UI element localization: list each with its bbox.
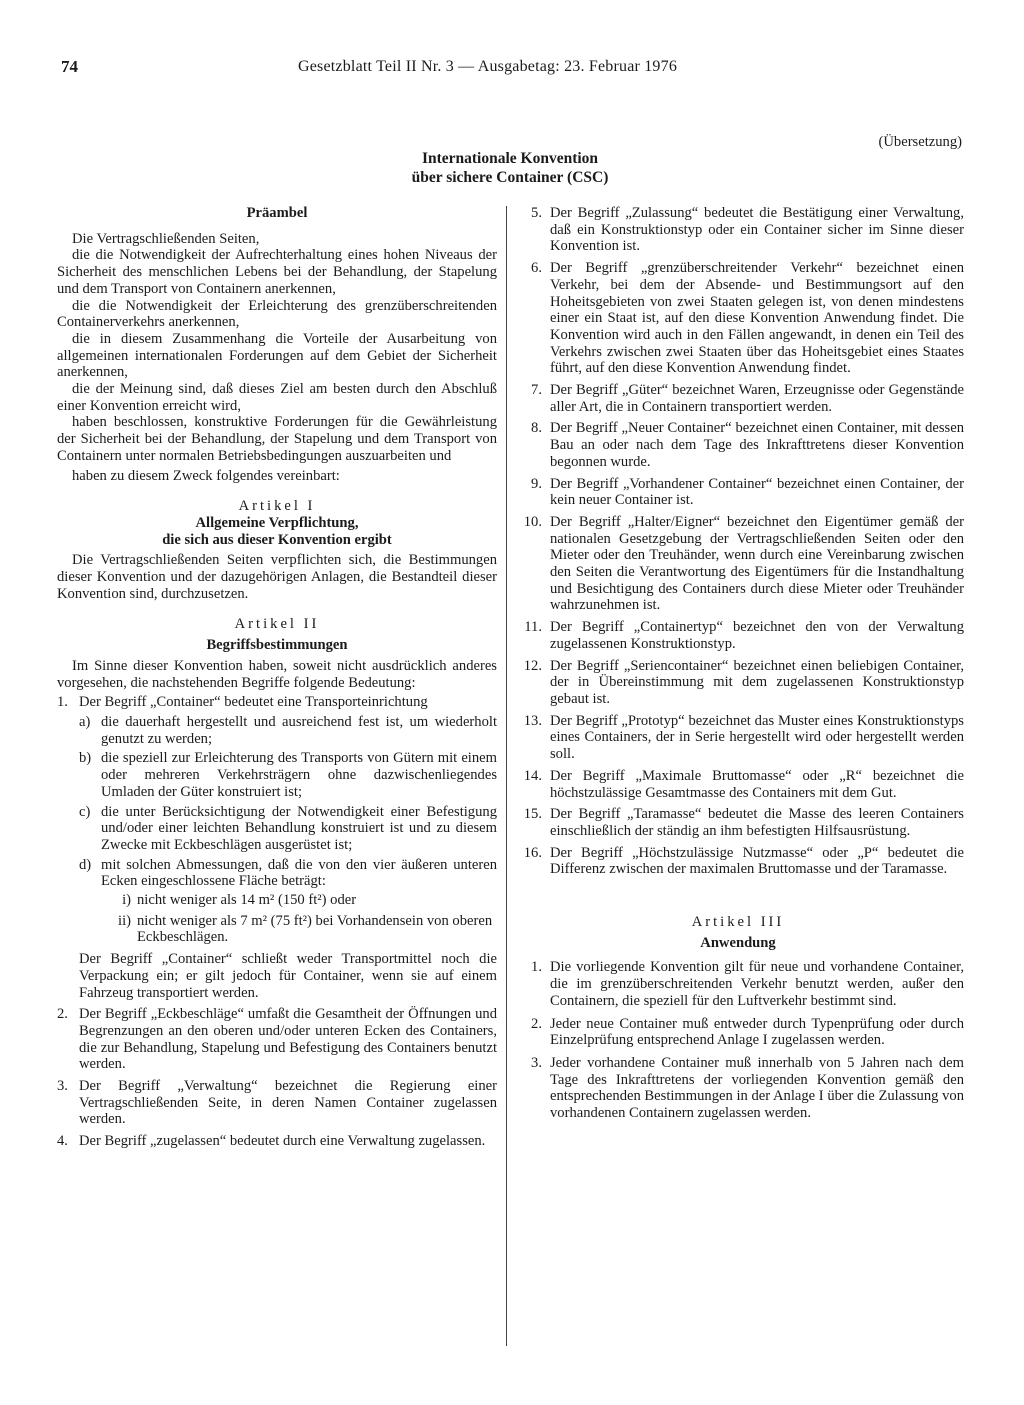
definition-item [512,260,964,377]
preamble-para: die der Meinung sind, daß dieses Ziel am besten durch den Abschluß einer Konvention erreicht wird, [57,381,497,414]
item-number: 7. [531,382,542,399]
preamble-para: Die Vertragschließenden Seiten, [72,230,260,247]
preamble-heading: Präambel [246,205,308,221]
item-text: Der Begriff „grenzüberschreitender Verkehr“ bezeichnet einen Verkehr, bei dem der Absende- und Bestimmungsort auf den Hoheitsgebieten von zwei Staaten gelegen ist, von denen mindestens einer ein Staat ist, auf den diese Konvention Anwendung findet. Die Konvention wird auch in den Fällen angewandt, in denen ein Teil des Verkehrs zwischen zwei Staaten über das Hoheitsgebiet eines Staates führt, auf den diese Konvention Anwendung findet. [550,260,964,377]
sub-item [79,750,497,800]
sub-sub-item-text: nicht weniger als 7 m² (75 ft²) bei Vorhandensein von oberen Eckbeschlägen. [137,912,493,946]
item-text: Der Begriff „Containertyp“ bezeichnet den von der Verwaltung zugelassenen Konstruktionstyp. [550,619,964,652]
item-text: Der Begriff „Zulassung“ bedeutet die Bestätigung einer Verwaltung, daß ein Konstruktionstyp oder ein Container sicher im Sinne dieser Konvention ist. [550,205,964,255]
sub-sub-item-label: i) [122,892,131,909]
article-3-title: Anwendung [700,934,776,951]
running-header [0,59,1024,79]
definition-item [57,694,497,711]
item-number: 11. [524,619,542,636]
item-text: Der Begriff „Eckbeschläge“ umfaßt die Gesamtheit der Öffnungen und Begrenzungen an den oberen und/oder unteren Ecken des Containers, die zur Behandlung, Stapelung und Befestigung des Containers benutzt werden. [79,1006,497,1073]
sub-item [79,714,497,747]
item-text: Der Begriff „Halter/Eigner“ bezeichnet den Eigentümer gemäß der nationalen Gesetzgebung der Vertragschließenden Seiten oder den Mieter oder den Treuhänder, wenn durch eine Vereinbarung zwischen den Seiten die Verantwortung des Eigentümers für die Instandhaltung und Besichtigung des Containers durch diese Mieter oder Treuhänder wahrzunehmen ist. [550,513,964,614]
item-text: Der Begriff „Güter“ bezeichnet Waren, Erzeugnisse oder Gegenstände aller Art, die in Containern transportiert werden. [550,382,964,415]
item-text: Der Begriff „Taramasse“ bedeutet die Masse des leeren Containers einschließlich der ständig an ihm befestigten Hilfsausrüstung. [550,806,964,839]
sub-item-text: die unter Berücksichtigung der Notwendigkeit einer Befestigung und/oder einer leichten Behandlung konstruiert ist und zu diesem Zwecke mit Eckbeschlägen ausgerüstet ist; [101,803,497,853]
item-number: 6. [531,260,542,277]
sub-item [79,804,497,854]
sub-sub-item [105,913,497,946]
item-number: 5. [531,205,542,221]
article-1-title-line-2: die sich aus dieser Konvention ergibt [162,531,392,548]
item-number: 12. [523,657,542,674]
sub-sub-item [105,892,497,909]
item-number: 16. [523,844,542,861]
item-text: Der Begriff „zugelassen“ bedeutet durch eine Verwaltung zugelassen. [79,1133,486,1150]
item-number: 2. [531,1015,542,1032]
sub-item-label: a) [79,713,91,730]
item-number: 15. [523,806,542,823]
definition-item [512,382,964,415]
item-text: Der Begriff „Seriencontainer“ bezeichnet einen beliebigen Container, der in Übereinstimmung mit dem zugelassenen Konstruktionstyp gebaut ist. [550,657,964,707]
article-2-intro: Im Sinne dieser Konvention haben, soweit nicht ausdrücklich anderes vorgesehen, die nachstehenden Begriffe folgende Bedeutung: [57,657,497,691]
item-number: 1. [531,959,542,976]
item-number: 2. [57,1006,68,1023]
header-title: Gesetzblatt Teil II Nr. 3 — Ausgabetag: 23. Februar 1976 [298,58,678,75]
definition-item [512,619,964,652]
definition-closing: Der Begriff „Container“ schließt weder Transportmittel noch die Verpackung ein; er gilt jedoch für Container, wenn sie auf einem Fahrzeug transportiert werden. [79,951,497,1001]
item-number: 8. [531,420,542,437]
item-text: Der Begriff „Höchstzulässige Nutzmasse“ oder „P“ bedeutet die Differenz zwischen der maximalen Bruttomasse und der Taramasse. [550,844,964,878]
left-column [57,205,497,1150]
item-number: 1. [57,694,68,711]
document-title-line-1: Internationale Konvention [421,150,599,167]
sub-item [79,857,497,890]
definition-item [512,713,964,763]
item-number: 4. [57,1133,68,1150]
document-title [300,149,720,187]
article-2-title: Begriffsbestimmungen [206,637,348,654]
item-number: 3. [531,1054,542,1071]
item-text: Der Begriff „Maximale Bruttomasse“ oder „R“ bezeichnet die höchstzulässige Gesamtmasse des Containers mit dem Gut. [550,767,964,801]
translation-note: (Übersetzung) [878,134,962,150]
item-text: Die vorliegende Konvention gilt für neue und vorhandene Container, die im grenzüberschreitenden Verkehr benutzt werden, außer den Containern, die speziell für den Luftverkehr bestimmt sind. [550,959,964,1009]
item-text: Der Begriff „Prototyp“ bezeichnet das Muster eines Konstruktionstyps eines Containers, der in Serie hergestellt wird oder hergestellt werden soll. [550,712,964,763]
item-number: 13. [523,712,542,729]
article-1-text: Die Vertragschließenden Seiten verpflichten sich, die Bestimmungen dieser Konvention und der dazugehörigen Anlagen, die Bestandteil dieser Konvention sind, durchzusetzen. [57,552,497,602]
definition-item [512,476,964,509]
definition-item [57,1006,497,1073]
application-item [512,1055,964,1122]
preamble-para: haben beschlossen, konstruktive Forderungen für die Gewährleistung der Sicherheit bei der Behandlung, der Stapelung und dem Transport von Containern unter normalen Betriebsbedingungen auszuarbeiten und [57,414,497,464]
item-text: Der Begriff „Vorhandener Container“ bezeichnet einen Container, der kein neuer Container ist. [550,475,964,509]
right-column [512,205,964,1122]
sub-item-label: b) [79,750,92,767]
definition-item [512,768,964,801]
sub-item-label: c) [79,803,91,820]
sub-item-text: die dauerhaft hergestellt und ausreichend fest ist, um wiederholt genutzt zu werden; [101,713,497,747]
article-1-label: Artikel I [238,498,316,515]
definition-item [512,205,964,255]
application-item [512,1016,964,1049]
item-text: Der Begriff „Verwaltung“ bezeichnet die Regierung einer Vertragschließenden Seite, in deren Namen Container zugelassen werden. [79,1078,497,1128]
sub-item-label: d) [79,856,92,873]
item-text: Der Begriff „Neuer Container“ bezeichnet einen Container, mit dessen Bau an oder nach dem Tage des Inkrafttretens dieser Konvention begonnen wurde. [550,420,964,470]
preamble-para: die die Notwendigkeit der Aufrechterhaltung eines hohen Niveaus der Sicherheit des menschlichen Lebens bei der Behandlung, der Stapelung und dem Transport von Containern anerkennen, [57,247,497,297]
definition-item [512,420,964,470]
definition-item [512,806,964,839]
item-text: Jeder neue Container muß entweder durch Typenprüfung oder durch Einzelprüfung entsprechend Anlage I zugelassen werden. [550,1015,964,1049]
sub-item-text: mit solchen Abmessungen, daß die von den vier äußeren unteren Ecken eingeschlossene Fläche beträgt: [101,856,497,890]
item-number: 10. [523,513,542,530]
item-text: Jeder vorhandene Container muß innerhalb von 5 Jahren nach dem Tage des Inkrafttretens der vorliegenden Konvention gemäß den entsprechenden Bestimmungen in der Anlage I über die Zulassung von vorhandenen Containern zugelassen werden. [550,1054,964,1122]
document-title-line-2: über sichere Container (CSC) [411,169,609,186]
article-2-label: Artikel II [234,616,320,633]
definition-item [512,658,964,708]
article-1-title-line-1: Allgemeine Verpflichtung, [195,514,359,531]
page-number: 74 [61,57,78,76]
preamble-para: haben zu diesem Zweck folgendes vereinbart: [72,467,340,484]
application-item [512,959,964,1009]
item-text: Der Begriff „Container“ bedeutet eine Transporteinrichtung [79,694,428,711]
sub-sub-item-label: ii) [118,912,131,929]
item-number: 14. [523,767,542,784]
item-number: 3. [57,1078,68,1095]
item-number: 9. [531,475,542,492]
preamble-para: die die Notwendigkeit der Erleichterung des grenzüberschreitenden Containerverkehrs anerkennen, [57,297,497,331]
definition-item [512,514,964,614]
sub-item-text: die speziell zur Erleichterung des Transports von Gütern mit einem oder mehreren Verkehrsträgern ohne dazwischenliegendes Umladen der Güter konstruiert ist; [101,750,497,800]
column-divider [506,206,507,1346]
sub-sub-item-text: nicht weniger als 14 m² (150 ft²) oder [137,892,357,909]
preamble-para: die in diesem Zusammenhang die Vorteile der Ausarbeitung von allgemeinen internationalen Forderungen auf dem Gebiet der Sicherheit anerkennen, [57,330,497,381]
definition-item [512,845,964,878]
definition-item [57,1133,497,1150]
definition-item [57,1078,497,1128]
article-3-label: Artikel III [691,914,785,931]
